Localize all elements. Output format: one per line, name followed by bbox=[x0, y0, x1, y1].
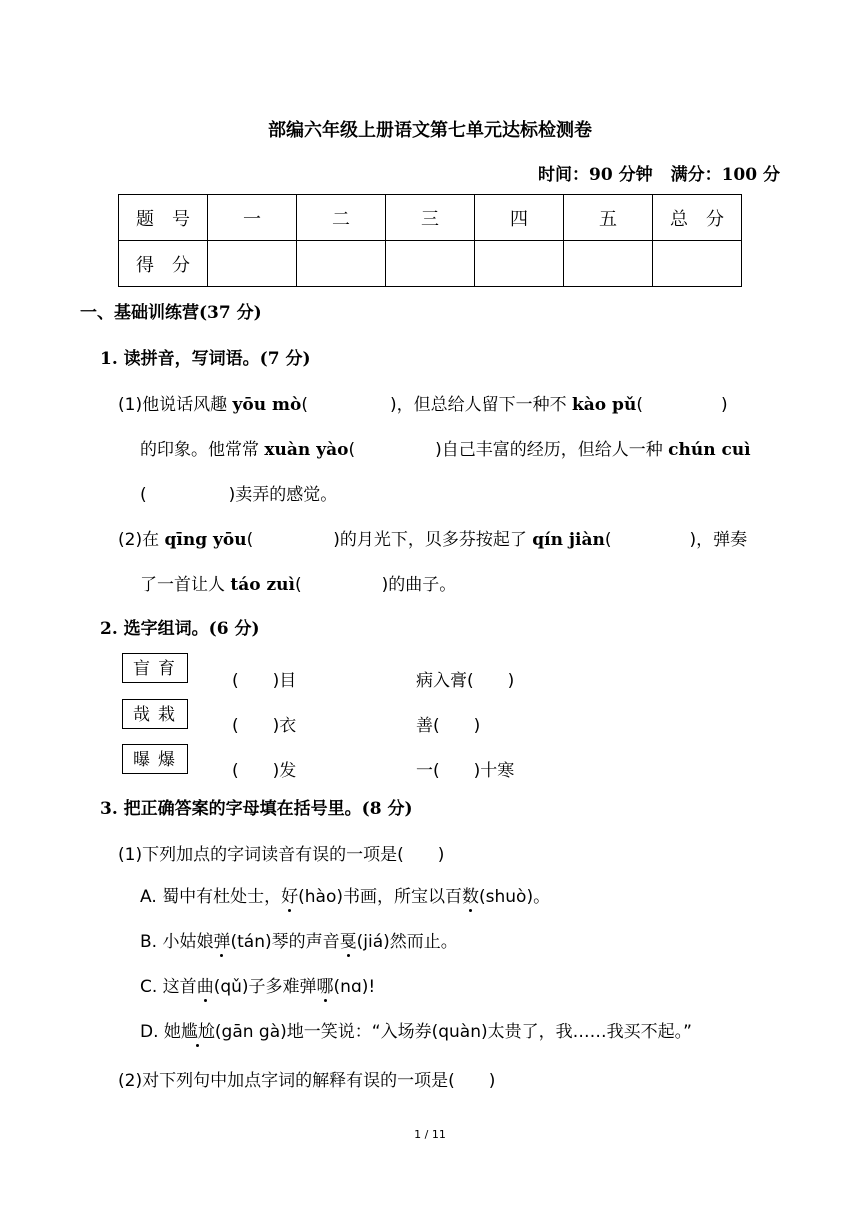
word-blank-item[interactable]: 病入膏( ) bbox=[416, 671, 515, 691]
option-a[interactable]: A. 蜀中有杜处士，好(hào)书画，所宝以百数(shuò)。 bbox=[140, 882, 550, 907]
score-cell[interactable] bbox=[386, 241, 475, 287]
char-choice-box: 曝爆 bbox=[122, 744, 188, 774]
pinyin: táo zuì bbox=[230, 575, 296, 595]
score-header-cell: 总 分 bbox=[653, 195, 742, 241]
q1-part1-line1: (1)他说话风趣 yōu mò( )，但总给人留下一种不 kào pǔ( ) bbox=[118, 395, 728, 415]
score-cell[interactable] bbox=[208, 241, 297, 287]
score-cell[interactable] bbox=[653, 241, 742, 287]
word-blank-item[interactable]: 一( )十寒 bbox=[416, 761, 515, 781]
score-header-cell: 五 bbox=[564, 195, 653, 241]
q1-part2-line2: 了一首让人 táo zuì( )的曲子。 bbox=[140, 575, 457, 595]
section-heading: 一、基础训练营(37 分) bbox=[80, 303, 262, 323]
pinyin: yōu mò bbox=[232, 395, 302, 415]
dotted-char: 好 bbox=[281, 882, 298, 907]
dotted-char: 哪 bbox=[317, 972, 334, 997]
time-limit: 时间：90 分钟 bbox=[538, 165, 653, 185]
score-header-cell: 三 bbox=[386, 195, 475, 241]
question-2-label: 2. 选字组词。(6 分) bbox=[100, 619, 260, 639]
char-choice-box: 盲育 bbox=[122, 653, 188, 683]
score-header-cell: 一 bbox=[208, 195, 297, 241]
word-blank-item[interactable]: ( )发 bbox=[232, 761, 297, 781]
pinyin: qín jiàn bbox=[532, 530, 605, 550]
page-title: 部编六年级上册语文第七单元达标检测卷 bbox=[268, 120, 592, 141]
option-c[interactable]: C. 这首曲(qǔ)子多难弹哪(nɑ)! bbox=[140, 972, 375, 997]
score-header-cell: 题 号 bbox=[119, 195, 208, 241]
score-cell[interactable] bbox=[297, 241, 386, 287]
score-header-cell: 四 bbox=[475, 195, 564, 241]
pinyin: chún cuì bbox=[668, 440, 751, 460]
dotted-char: 戛 bbox=[340, 927, 357, 952]
score-table-header-row bbox=[119, 195, 742, 241]
char-choice-box: 哉栽 bbox=[122, 699, 188, 729]
q1-part2-line1: (2)在 qīng yōu( )的月光下，贝多芬按起了 qín jiàn( )，弹奏 bbox=[118, 530, 748, 550]
score-cell[interactable] bbox=[475, 241, 564, 287]
dotted-char: 尴尬 bbox=[181, 1017, 215, 1042]
score-header-cell: 二 bbox=[297, 195, 386, 241]
full-score: 满分：100 分 bbox=[670, 165, 780, 185]
pinyin: kào pǔ bbox=[572, 395, 637, 415]
q1-part1-line3: ( )卖弄的感觉。 bbox=[140, 485, 338, 505]
q1-part1-line2: 的印象。他常常 xuàn yào( )自己丰富的经历，但给人一种 chún cuì bbox=[140, 440, 751, 460]
word-blank-item[interactable]: 善( ) bbox=[416, 716, 481, 736]
score-table-score-row bbox=[119, 241, 742, 287]
word-blank-item[interactable]: ( )目 bbox=[232, 671, 297, 691]
question-1-label: 1. 读拼音，写词语。(7 分) bbox=[100, 349, 311, 369]
exam-meta bbox=[538, 160, 780, 185]
q3-sub2-prompt: (2)对下列句中加点字词的解释有误的一项是( ) bbox=[118, 1071, 496, 1091]
page-number: 1 / 11 bbox=[414, 1128, 446, 1141]
dotted-char: 数 bbox=[462, 882, 479, 907]
option-b[interactable]: B. 小姑娘弹(tán)琴的声音戛(jiá)然而止。 bbox=[140, 927, 458, 952]
option-d[interactable]: D. 她尴尬(gān gà)地一笑说：“入场券(quàn)太贵了，我……我买不起。” bbox=[140, 1017, 692, 1042]
q3-sub1-prompt: (1)下列加点的字词读音有误的一项是( ) bbox=[118, 845, 445, 865]
pinyin: qīng yōu bbox=[164, 530, 247, 550]
dotted-char: 弹 bbox=[213, 927, 230, 952]
score-row-label: 得 分 bbox=[119, 241, 208, 287]
score-cell[interactable] bbox=[564, 241, 653, 287]
question-3-label: 3. 把正确答案的字母填在括号里。(8 分) bbox=[100, 799, 413, 819]
word-blank-item[interactable]: ( )衣 bbox=[232, 716, 297, 736]
pinyin: xuàn yào bbox=[264, 440, 349, 460]
score-table bbox=[118, 194, 742, 287]
dotted-char: 曲 bbox=[197, 972, 214, 997]
